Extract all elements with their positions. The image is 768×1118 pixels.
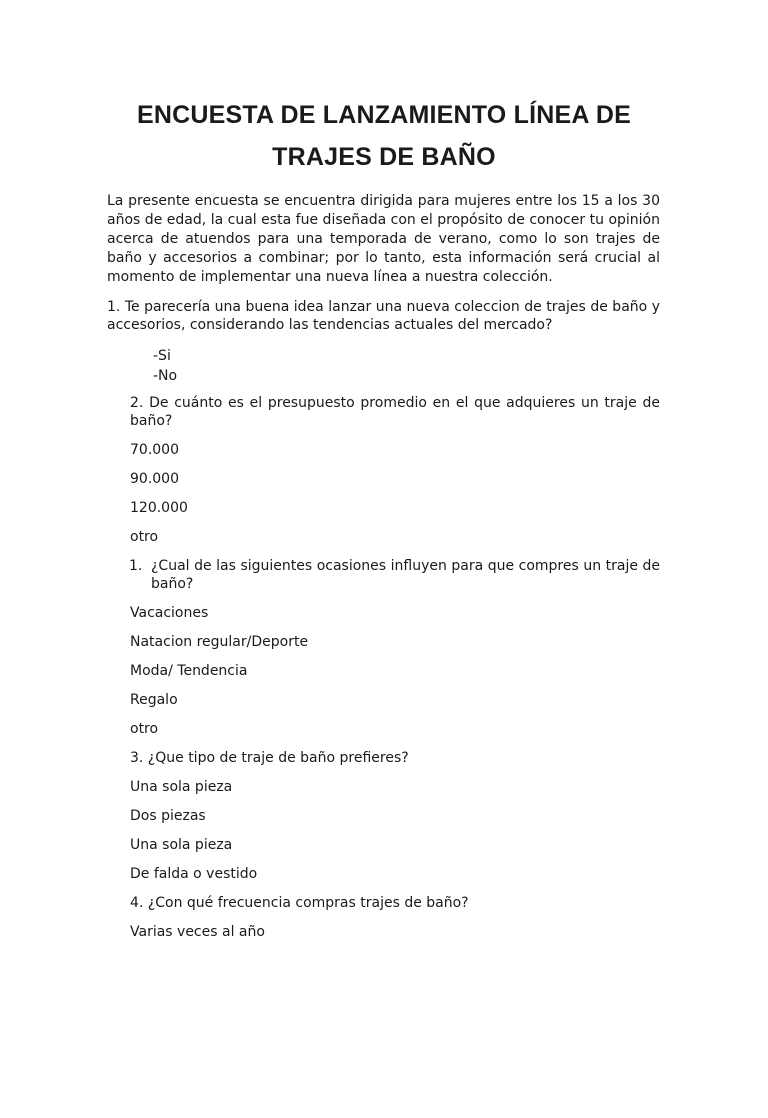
document-page <box>0 94 768 1118</box>
option-otro-occasion: otro <box>130 721 159 737</box>
title-line-2: TRAJES DE BAÑO <box>272 143 496 171</box>
question-4-text: 3. ¿Que tipo de traje de baño prefieres? <box>130 750 409 766</box>
option-90000: 90.000 <box>130 471 179 487</box>
option-no: -No <box>153 368 178 384</box>
option-dos-piezas: Dos piezas <box>130 808 206 824</box>
option-natacion: Natacion regular/Deporte <box>130 634 309 650</box>
question-1-text: 1. Te parecería una buena idea lanzar una nueva coleccion de trajes de baño y accesorios, considerando las tendencias actuales del mercado? <box>107 299 660 333</box>
question-3 <box>129 557 660 593</box>
question-5-text: 4. ¿Con qué frecuencia compras trajes de baño? <box>130 895 469 911</box>
title-line-1: ENCUESTA DE LANZAMIENTO LÍNEA DE <box>137 101 631 129</box>
question-3-text: ¿Cual de las siguientes ocasiones influyen para que compres un traje de baño? <box>151 558 660 592</box>
option-120000: 120.000 <box>130 500 188 516</box>
option-si: -Si <box>153 348 171 364</box>
question-2-text: 2. De cuánto es el presupuesto promedio en el que adquieres un traje de baño? <box>130 395 660 429</box>
option-70000: 70.000 <box>130 442 179 458</box>
question-1-options <box>153 346 768 386</box>
option-vacaciones: Vacaciones <box>130 605 209 621</box>
option-moda: Moda/ Tendencia <box>130 663 248 679</box>
question-3-number: 1. <box>129 558 143 574</box>
document-title <box>0 94 768 178</box>
option-otro-budget: otro <box>130 529 159 545</box>
option-una-sola-pieza-2: Una sola pieza <box>130 837 233 853</box>
option-una-sola-pieza: Una sola pieza <box>130 779 233 795</box>
intro-paragraph: La presente encuesta se encuentra dirigida para mujeres entre los 15 a los 30 años de edad, la cual esta fue diseñada con el propósito de conocer tu opinión acerca de atuendos para una temporada de verano, como lo son trajes de baño y accesorios a combinar; por lo tanto, esta información será crucial al momento de implementar una nueva línea a nuestra colección. <box>107 193 660 285</box>
option-falda-vestido: De falda o vestido <box>130 866 258 882</box>
option-varias-veces: Varias veces al año <box>130 924 265 940</box>
option-regalo: Regalo <box>130 692 178 708</box>
